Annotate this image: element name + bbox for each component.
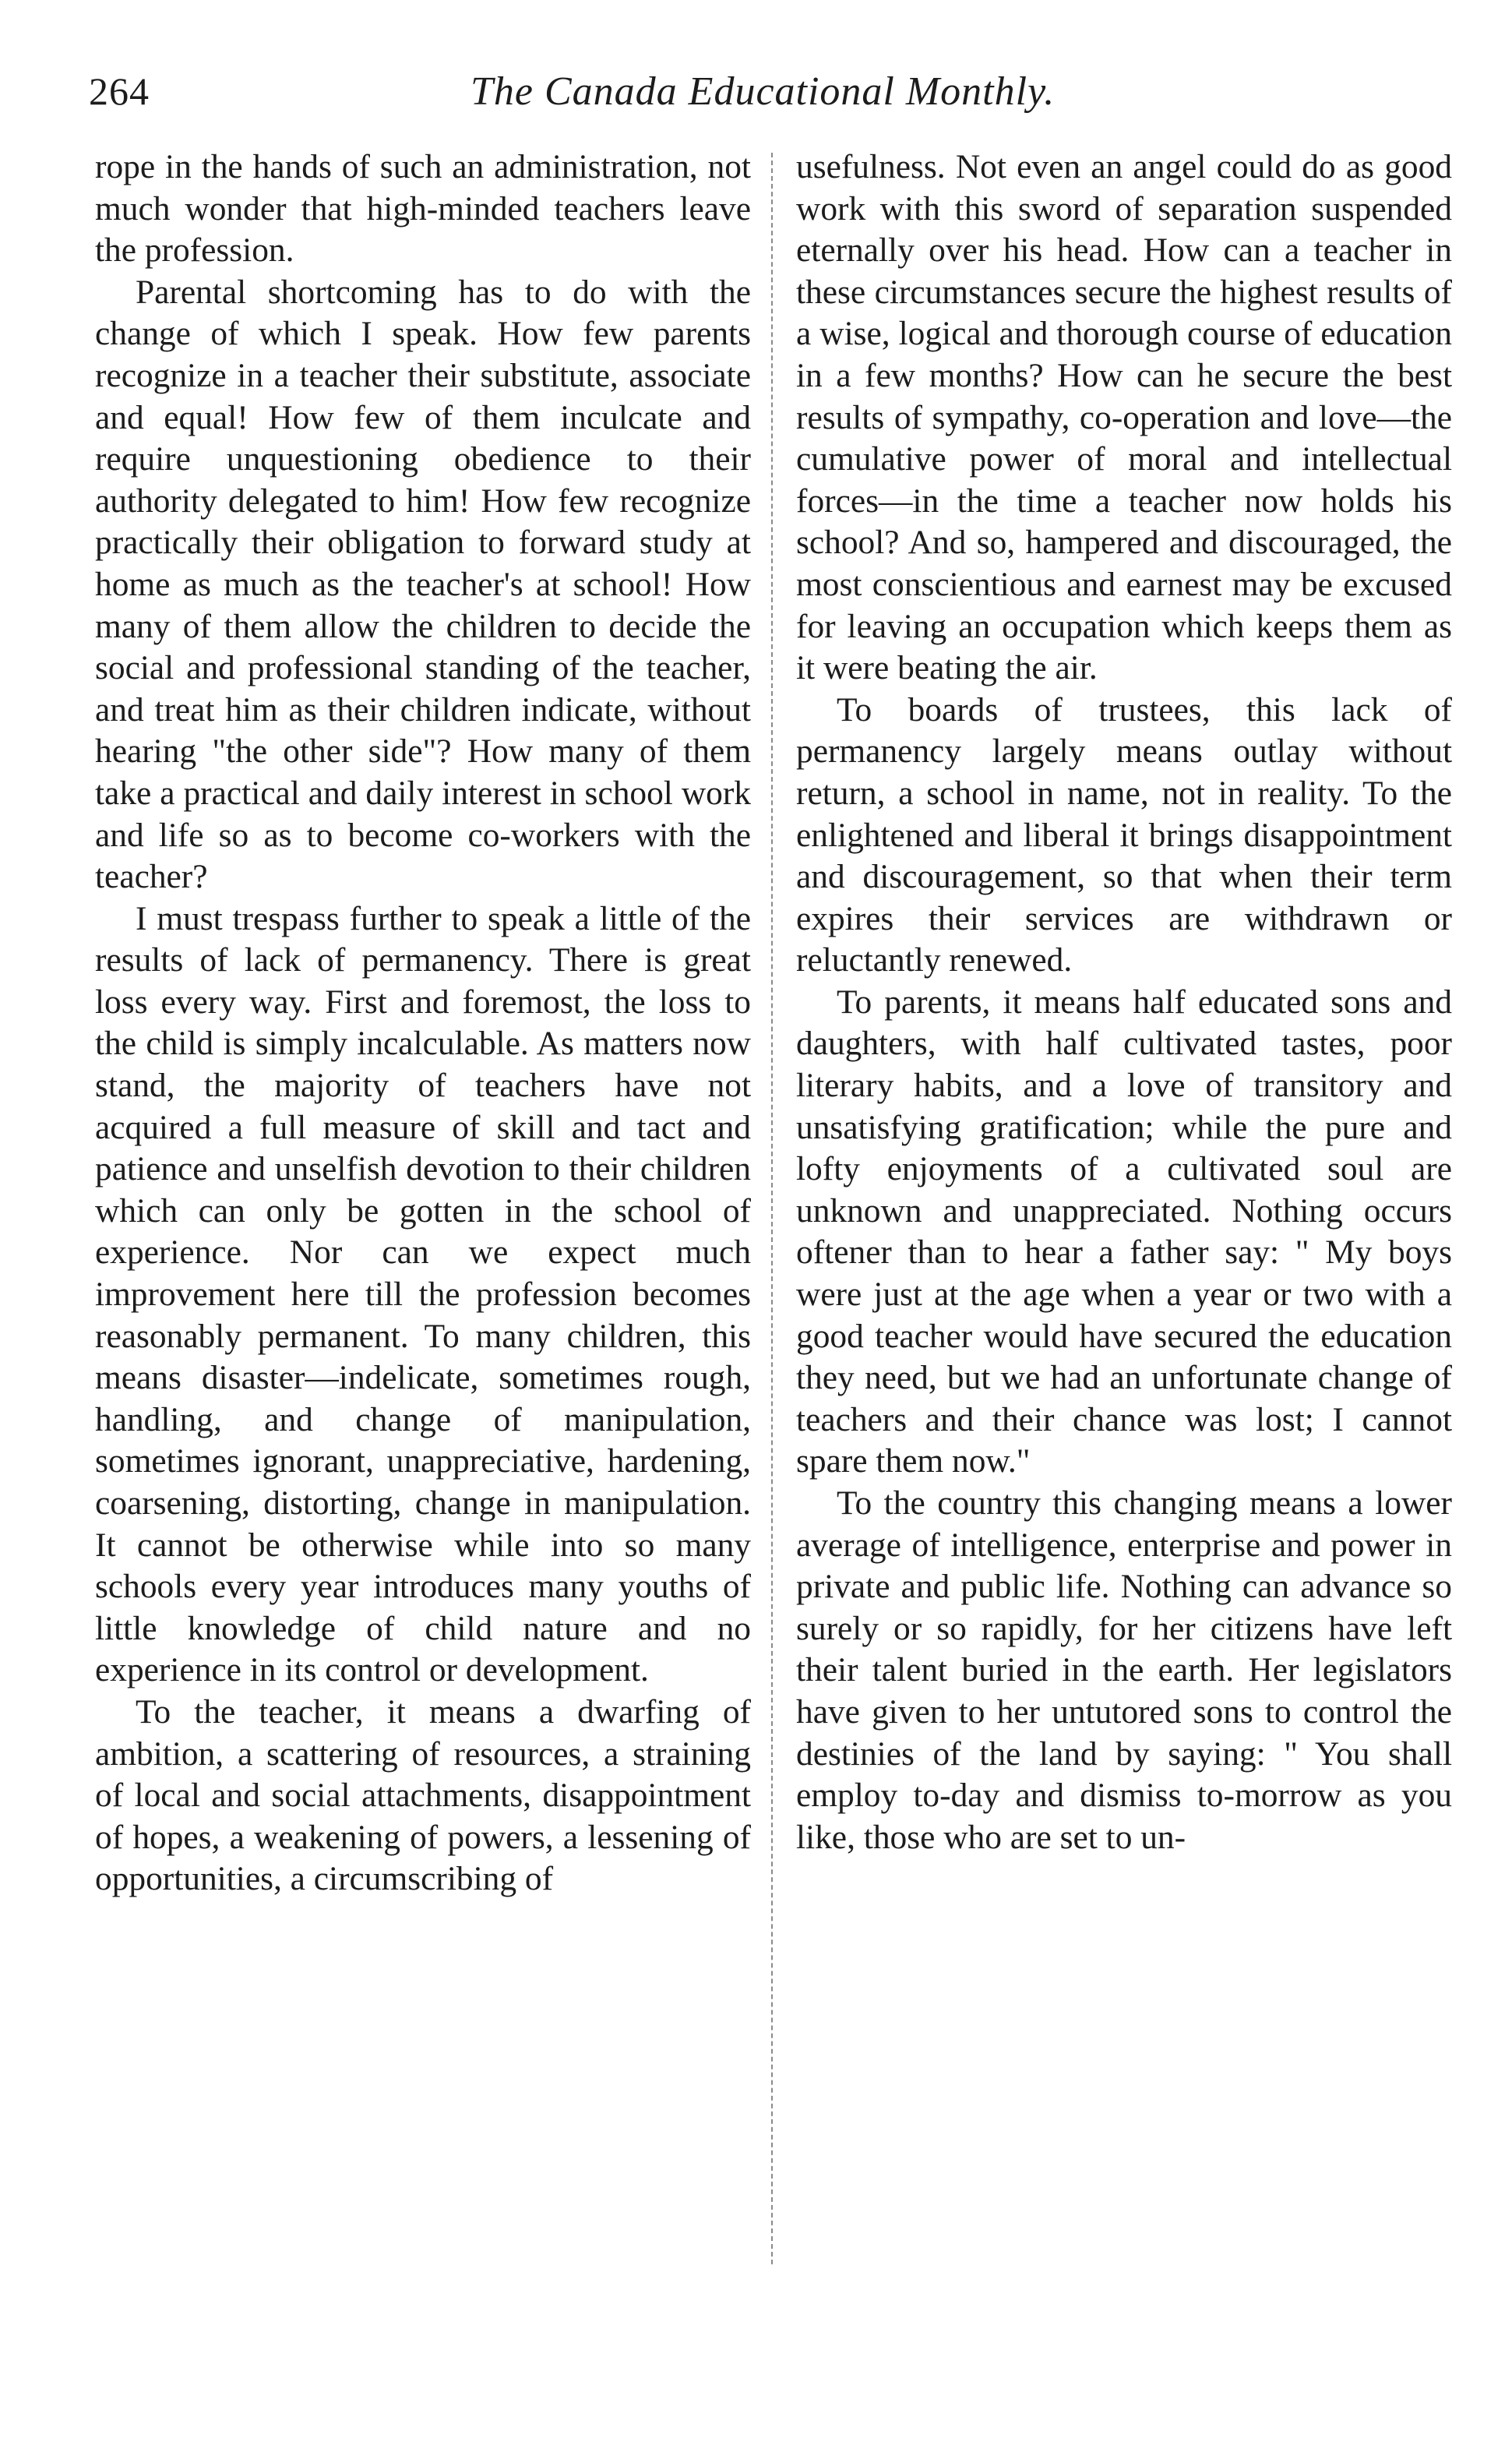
right-column (796, 146, 1452, 1858)
page-header (89, 69, 1429, 123)
paragraph: To the teacher, it means a dwarfing of ambition, a scattering of resources, a straining of local and social attachments, disappointment of hopes, a weakening of powers, a lessening of opportunities, a circumscribing of (95, 1692, 751, 1898)
page-number: 264 (89, 69, 150, 113)
column-divider (771, 153, 773, 2264)
paragraph: To the country this changing means a lower average of intelligence, enterprise and power in private and public life. Nothing can advance so surely or so rapidly, for her citizens have left their talent buried in the earth. Her legislators have given to her untutored sons to control the destinies of the land by saying: " You shall employ to-day and dismiss to-morrow as you like, those who are set to un- (796, 1484, 1452, 1856)
paragraph: usefulness. Not even an angel could do as good work with this sword of separation suspended eternally over his head. How can a teacher in these circumstances secure the highest results of a wise, logical and thorough course of education in a few months? How can he secure the best results of sympathy, co-operation and love—the cumulative power of moral and intellectual forces—in the time a teacher now holds his school? And so, hampered and discouraged, the most conscientious and earnest may be excused for leaving an occupation which keeps them as it were beating the air. (796, 148, 1452, 687)
paragraph: I must trespass further to speak a little of the results of lack of permanency. There is great loss every way. First and foremost, the loss to the child is simply incalculable. As matters now stand, the majority of teachers have not acquired a full measure of skill and tact and patience and unselfish devotion to their children which can only be gotten in the school of experience. Nor can we expect much improvement here till the profession becomes reasonably permanent. To many children, this means disaster—indelicate, sometimes rough, handling, and change of manipulation, sometimes ignorant, unappreciative, hardening, coarsening, distorting, change in manipulation. It cannot be otherwise while into so many schools every year introduces many youths of little knowledge of child nature and no experience in its control or development. (95, 899, 751, 1689)
paragraph: To boards of trustees, this lack of permanency largely means outlay without return, a school in name, not in reality. To the enlightened and liberal it brings disappointment and discouragement, so that when their term expires their services are withdrawn or reluctantly renewed. (796, 690, 1452, 979)
paragraph: To parents, it means half educated sons and daughters, with half cultivated tastes, poor literary habits, and a love of transitory and unsatisfying gratification; while the pure and lofty enjoyments of a cultivated soul are unknown and unappreciated. Nothing occurs oftener than to hear a father say: " My boys were just at the age when a year or two with a good teacher would have secured the education they need, but we had an unfortunate change of teachers and their chance was lost; I cannot spare them now." (796, 983, 1452, 1480)
running-title: The Canada Educational Monthly. (471, 69, 1056, 114)
left-column (95, 146, 751, 1900)
paragraph: Parental shortcoming has to do with the change of which I speak. How few parents recognize in a teacher their substitute, associate and equal! How few of them inculcate and require unquestioning obedience to their authority delegated to him! How few recognize practically their obligation to forward study at home as much as the teacher's at school! How many of them allow the children to decide the social and professional standing of the teacher, and treat him as their children indicate, without hearing "the other side"? How many of them take a practical and daily interest in school work and life so as to become co-workers with the teacher? (95, 273, 751, 896)
paragraph: rope in the hands of such an administration, not much wonder that high-minded teachers leave the profession. (95, 148, 751, 270)
